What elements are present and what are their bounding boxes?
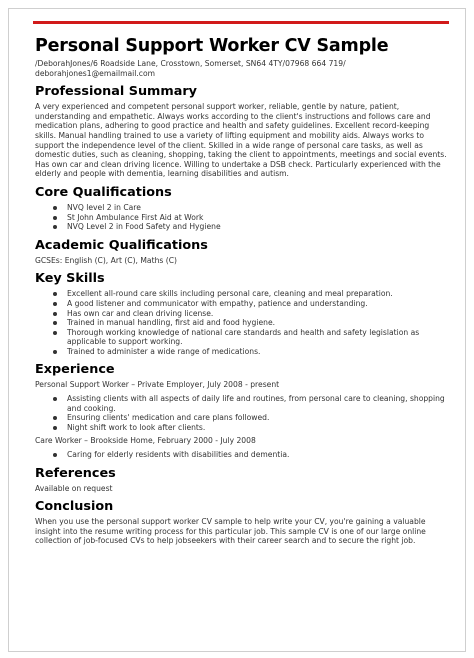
list-item: Thorough working knowledge of national care standards and health and safety legislation as applicable to support working. xyxy=(53,328,451,347)
accent-bar xyxy=(33,21,449,24)
job-title-1: Personal Support Worker – Private Employer, July 2008 - present xyxy=(35,380,280,390)
list-item: Ensuring clients' medication and care plans followed. xyxy=(53,413,451,423)
list-item: NVQ level 2 in Care xyxy=(53,203,451,213)
cv-content xyxy=(35,29,451,546)
list-item: Has own car and clean driving license. xyxy=(53,309,451,319)
list-item: St John Ambulance First Aid at Work xyxy=(53,213,451,223)
job-title-2: Care Worker – Brookside Home, February 2000 - July 2008 xyxy=(35,436,256,446)
list-item: A good listener and communicator with empathy, patience and understanding. xyxy=(53,299,451,309)
list-item: Trained to administer a wide range of medications. xyxy=(53,347,451,357)
core-qualifications-list xyxy=(53,203,451,232)
references-text: Available on request xyxy=(35,483,113,493)
conclusion-text: When you use the personal support worker CV sample to help write your CV, you're gaining a valuable insight into the resume writing process for this particular job. This sample CV is one of our large online collection of job-focused CVs to help jobseekers with their career search and to secure the right job. xyxy=(35,517,426,546)
cv-page xyxy=(8,8,466,652)
professional-summary-text: A very experienced and competent personal support worker, reliable, gentle by nature, patient, understanding and empathetic. Always works according to the client's instructions and follows care and medication plans, adhering to good practice and health and safety guidelines. Excellent record-keeping skills. Manual handling trained to use a variety of lifting equipment and mobility aids. Always works to support the independence level of the client. Skilled in a wide range of personal care tasks, as well as domestic duties, such as cleaning, shopping, taking the client to appointments, meetings and social events. Has own car and clean driving licence. Willing to undertake a DSB check. Particularly experienced with the elderly and people with dementia, learning disabilities and autism. xyxy=(35,102,447,179)
heading-academic-qualifications: Academic Qualifications xyxy=(35,237,208,253)
contact-details: /DeborahJones/6 Roadside Lane, Crosstown, Somerset, SN64 4TY/07968 664 719/ deborahjones1@emailmail.com xyxy=(35,59,346,78)
job-1-duties xyxy=(53,394,451,432)
list-item: Caring for elderly residents with disabilities and dementia. xyxy=(53,450,451,460)
page-title: Personal Support Worker CV Sample xyxy=(35,36,389,56)
academic-qualifications-text: GCSEs: English (C), Art (C), Maths (C) xyxy=(35,255,177,265)
heading-core-qualifications: Core Qualifications xyxy=(35,184,172,200)
list-item: NVQ Level 2 in Food Safety and Hygiene xyxy=(53,222,451,232)
list-item: Night shift work to look after clients. xyxy=(53,423,451,433)
heading-references: References xyxy=(35,465,116,481)
list-item: Trained in manual handling, first aid and food hygiene. xyxy=(53,318,451,328)
key-skills-list xyxy=(53,289,451,356)
list-item: Excellent all-round care skills including personal care, cleaning and meal preparation. xyxy=(53,289,451,299)
heading-conclusion: Conclusion xyxy=(35,499,114,515)
list-item: Assisting clients with all aspects of daily life and routines, from personal care to cleaning, shopping and cooking. xyxy=(53,394,451,413)
heading-professional-summary: Professional Summary xyxy=(35,84,198,100)
heading-key-skills: Key Skills xyxy=(35,271,105,287)
job-2-duties xyxy=(53,450,451,460)
heading-experience: Experience xyxy=(35,362,115,378)
